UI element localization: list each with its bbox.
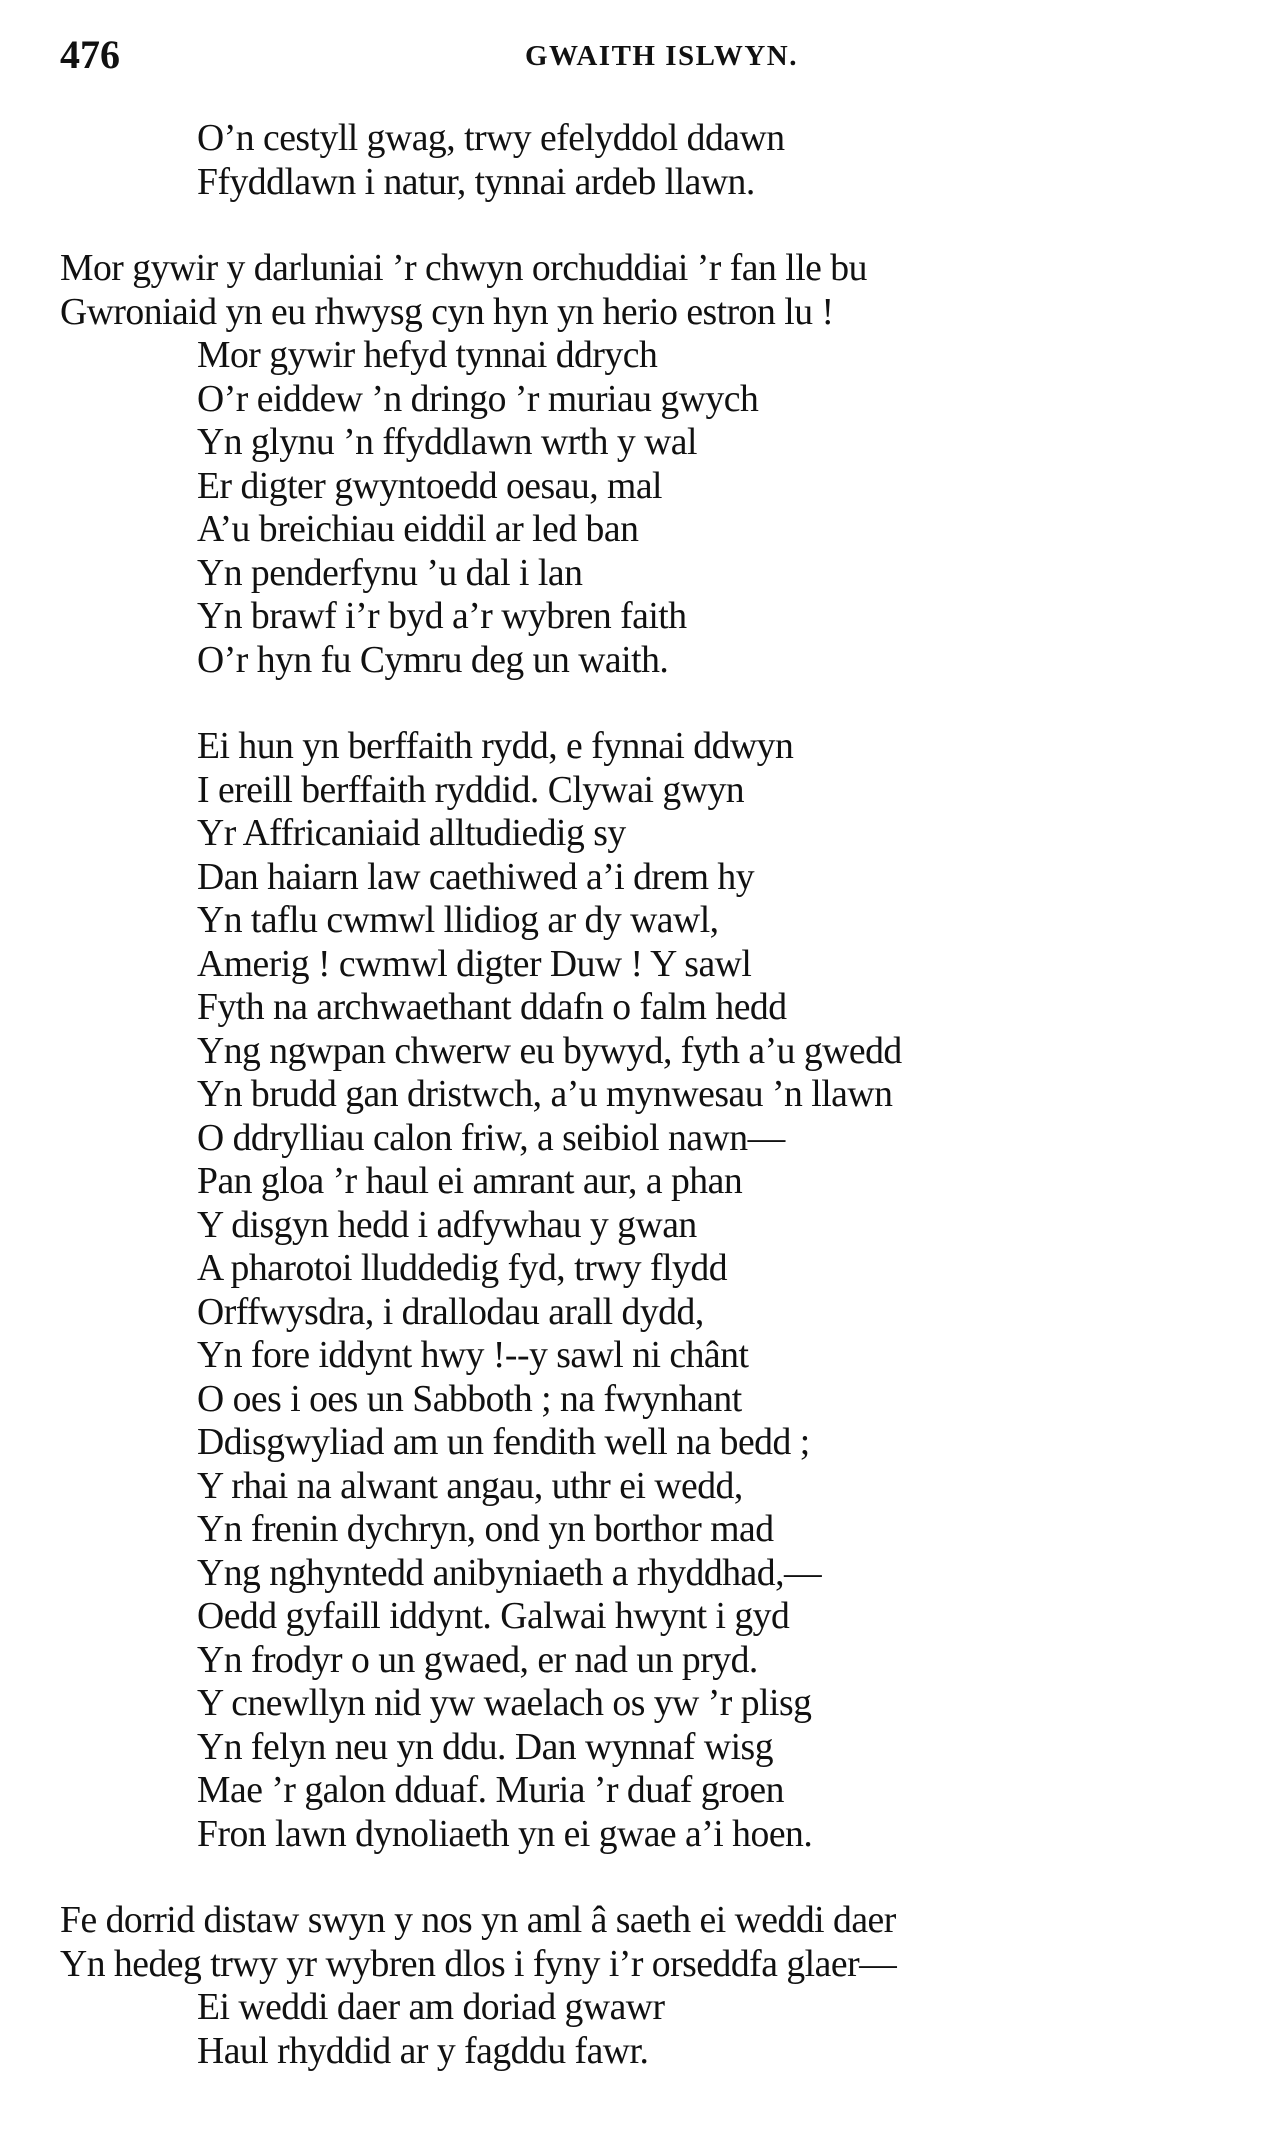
stanza	[60, 117, 1220, 204]
poem-line: Y rhai na alwant angau, uthr ei wedd,	[197, 1464, 743, 1507]
poem-line: Gwroniaid yn eu rhwysg cyn hyn yn herio estron lu !	[60, 290, 834, 333]
poem-line: Yn taflu cwmwl llidiog ar dy wawl,	[197, 899, 719, 941]
poem-line: Y disgyn hedd i adfywhau y gwan	[197, 1203, 697, 1246]
poem-line: Ffyddlawn i natur, tynnai ardeb llawn.	[197, 160, 755, 203]
stanza	[60, 1899, 1220, 2073]
poem-line: Yn hedeg trwy yr wybren dlos i fyny i’r orseddfa glaer—	[60, 1942, 897, 1985]
poem-line: Mor gywir hefyd tynnai ddrych	[197, 334, 658, 376]
poem-line: Oedd gyfaill iddynt. Galwai hwynt i gyd	[197, 1595, 790, 1637]
stanza	[60, 725, 1220, 1856]
poem-line: Pan gloa ’r haul ei amrant aur, a phan	[197, 1160, 743, 1202]
stanza	[60, 247, 1220, 682]
poem-line: Er digter gwyntoedd oesau, mal	[197, 464, 662, 507]
poem-line: Yn penderfynu ’u dal i lan	[197, 551, 583, 594]
poem-line: Yng nghyntedd anibyniaeth a rhyddhad,—	[197, 1551, 822, 1594]
page-number: 476	[60, 32, 120, 77]
poem-line: Fe dorrid distaw swyn y nos yn aml â saeth ei weddi daer	[60, 1899, 896, 1941]
poem-line: Dan haiarn law caethiwed a’i drem hy	[197, 855, 755, 898]
running-title: GWAITH ISLWYN.	[525, 40, 798, 72]
poem-line: Yn brudd gan dristwch, a’u mynwesau ’n llawn	[197, 1073, 893, 1115]
poem-line: A’u breichiau eiddil ar led ban	[197, 508, 639, 550]
poem-line: Fyth na archwaethant ddafn o falm hedd	[197, 986, 787, 1028]
poem-line: Mor gywir y darluniai ’r chwyn orchuddiai ’r fan lle bu	[60, 247, 867, 289]
poem-body	[60, 117, 1220, 2116]
page-header	[60, 30, 1220, 80]
poem-line: Yr Affricaniaid alltudiedig sy	[197, 812, 626, 854]
poem-line: Ei weddi daer am doriad gwawr	[197, 1986, 665, 2028]
poem-line: Yn frenin dychryn, ond yn borthor mad	[197, 1508, 774, 1550]
poem-line: Ei hun yn berffaith rydd, e fynnai ddwyn	[197, 725, 794, 767]
poem-line: O’r eiddew ’n dringo ’r muriau gwych	[197, 377, 759, 420]
poem-line: Amerig ! cwmwl digter Duw ! Y sawl	[197, 942, 752, 985]
poem-line: Yn felyn neu yn ddu. Dan wynnaf wisg	[197, 1725, 774, 1768]
poem-line: Yn frodyr o un gwaed, er nad un pryd.	[197, 1638, 758, 1681]
poem-line: Yng ngwpan chwerw eu bywyd, fyth a’u gwedd	[197, 1029, 902, 1072]
poem-line: O oes i oes un Sabboth ; na fwynhant	[197, 1377, 742, 1420]
poem-line: O’n cestyll gwag, trwy efelyddol ddawn	[197, 117, 785, 159]
poem-line: I ereill berffaith ryddid. Clywai gwyn	[197, 768, 745, 811]
poem-line: Y cnewllyn nid yw waelach os yw ’r plisg	[197, 1682, 812, 1724]
poem-line: Yn fore iddynt hwy !--y sawl ni chânt	[197, 1334, 749, 1376]
poem-line: Orffwysdra, i drallodau arall dydd,	[197, 1290, 704, 1333]
poem-line: Yn glynu ’n ffyddlawn wrth y wal	[197, 421, 697, 463]
poem-line: A pharotoi lluddedig fyd, trwy flydd	[197, 1247, 728, 1289]
poem-line: Yn brawf i’r byd a’r wybren faith	[197, 595, 687, 637]
poem-line: Haul rhyddid ar y fagddu fawr.	[197, 2029, 649, 2072]
poem-line: O ddrylliau calon friw, a seibiol nawn—	[197, 1116, 785, 1159]
poem-line: Fron lawn dynoliaeth yn ei gwae a’i hoen.	[197, 1812, 813, 1855]
poem-line: O’r hyn fu Cymru deg un waith.	[197, 638, 669, 681]
poem-line: Mae ’r galon dduaf. Muria ’r duaf groen	[197, 1769, 784, 1811]
poem-line: Ddisgwyliad am un fendith well na bedd ;	[197, 1421, 810, 1463]
